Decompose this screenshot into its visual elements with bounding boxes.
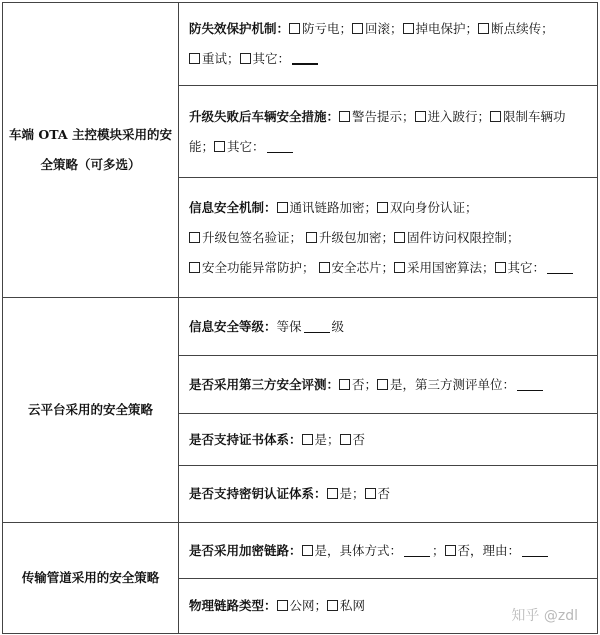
table-row bbox=[3, 523, 598, 579]
watermark: 知乎 @zdl bbox=[511, 608, 578, 624]
table-row bbox=[3, 3, 598, 86]
field-label: 是否采用第三方安全评测： bbox=[189, 376, 340, 392]
checkbox-option[interactable]: 警告提示； bbox=[339, 109, 415, 124]
checkbox-option[interactable]: 私网 bbox=[327, 598, 365, 613]
field-post-failure-measures bbox=[179, 86, 598, 178]
checkbox-option[interactable]: 重试； bbox=[189, 51, 240, 66]
checkbox-option[interactable]: 是，具体方式： bbox=[302, 543, 403, 558]
checkbox[interactable] bbox=[339, 379, 350, 390]
fill-blank[interactable] bbox=[267, 140, 293, 153]
checkbox-option[interactable]: 公网； bbox=[277, 598, 328, 613]
ota-security-form-table bbox=[2, 2, 598, 634]
checkbox-option[interactable]: 限制车辆功能； bbox=[189, 108, 566, 154]
field-third-party-eval bbox=[179, 356, 598, 414]
checkbox-option[interactable]: 断点续传； bbox=[478, 21, 554, 36]
checkbox-option[interactable]: 否 bbox=[365, 486, 391, 501]
checkbox[interactable] bbox=[214, 141, 225, 152]
checkbox[interactable] bbox=[327, 600, 338, 611]
section-title: 云平台采用的安全策略 bbox=[3, 298, 179, 523]
checkbox-option[interactable]: 是，第三方测评单位： bbox=[377, 377, 515, 392]
checkbox-option[interactable]: 其它： bbox=[495, 260, 546, 275]
checkbox[interactable] bbox=[240, 53, 251, 64]
checkbox[interactable] bbox=[302, 545, 313, 556]
fill-blank[interactable] bbox=[304, 320, 330, 333]
checkbox-option[interactable]: 回滚； bbox=[352, 21, 403, 36]
checkbox[interactable] bbox=[289, 23, 300, 34]
checkbox[interactable] bbox=[306, 232, 317, 243]
checkbox[interactable] bbox=[277, 202, 288, 213]
checkbox[interactable] bbox=[394, 232, 405, 243]
checkbox[interactable] bbox=[394, 262, 405, 273]
checkbox[interactable] bbox=[352, 23, 363, 34]
checkbox-option[interactable]: 否； bbox=[339, 377, 377, 392]
checkbox-option[interactable]: 否 bbox=[340, 432, 366, 447]
checkbox[interactable] bbox=[490, 111, 501, 122]
field-label: 信息安全等级： bbox=[189, 318, 277, 334]
checkbox[interactable] bbox=[495, 262, 506, 273]
checkbox[interactable] bbox=[339, 111, 350, 122]
field-fail-safe bbox=[179, 3, 598, 86]
level-prefix: 等保 bbox=[276, 318, 302, 334]
checkbox-option[interactable]: 其它： bbox=[214, 139, 265, 154]
section-title: 传输管道采用的安全策略 bbox=[3, 523, 179, 634]
checkbox[interactable] bbox=[377, 379, 388, 390]
field-label: 是否支持密钥认证体系： bbox=[189, 486, 327, 501]
field-key-auth-system bbox=[179, 466, 598, 523]
checkbox[interactable] bbox=[415, 111, 426, 122]
checkbox-option[interactable]: 升级包签名验证； bbox=[189, 230, 302, 245]
fill-blank[interactable] bbox=[517, 378, 543, 391]
field-label: 是否支持证书体系： bbox=[189, 431, 302, 447]
checkbox[interactable] bbox=[277, 600, 288, 611]
fill-blank[interactable] bbox=[404, 544, 430, 557]
section-title: 车端 OTA 主控模块采用的安全策略（可多选） bbox=[3, 3, 179, 298]
table-row bbox=[3, 298, 598, 356]
checkbox-option[interactable]: 掉电保护； bbox=[403, 21, 479, 36]
field-certificate-system bbox=[179, 414, 598, 466]
level-suffix: 级 bbox=[331, 318, 345, 334]
fill-blank[interactable] bbox=[292, 51, 318, 65]
checkbox-option[interactable]: 采用国密算法； bbox=[394, 260, 495, 275]
field-security-level bbox=[179, 298, 598, 356]
checkbox-option[interactable]: 是； bbox=[302, 432, 340, 447]
checkbox-option[interactable]: 双向身份认证； bbox=[377, 200, 478, 215]
checkbox-option[interactable]: 是； bbox=[327, 486, 365, 501]
checkbox[interactable] bbox=[302, 434, 313, 445]
checkbox[interactable] bbox=[403, 23, 414, 34]
fill-blank[interactable] bbox=[547, 261, 573, 274]
field-info-security bbox=[179, 178, 598, 298]
checkbox-option[interactable]: 安全功能异常防护； bbox=[189, 260, 315, 275]
field-label: 防失效保护机制： bbox=[189, 21, 290, 36]
field-encrypted-link bbox=[179, 523, 598, 579]
checkbox-option[interactable]: 安全芯片； bbox=[319, 260, 395, 275]
field-label: 升级失败后车辆安全措施： bbox=[189, 108, 340, 124]
field-label: 是否采用加密链路： bbox=[189, 542, 302, 558]
checkbox[interactable] bbox=[478, 23, 489, 34]
checkbox[interactable] bbox=[189, 53, 200, 64]
checkbox-option[interactable]: 固件访问权限控制； bbox=[394, 230, 520, 245]
checkbox[interactable] bbox=[377, 202, 388, 213]
checkbox[interactable] bbox=[445, 545, 456, 556]
checkbox-option[interactable]: 通讯链路加密； bbox=[277, 200, 378, 215]
separator: ； bbox=[432, 542, 445, 558]
checkbox-option[interactable]: 其它： bbox=[240, 51, 291, 66]
checkbox[interactable] bbox=[319, 262, 330, 273]
checkbox[interactable] bbox=[327, 488, 338, 499]
checkbox-option[interactable]: 升级包加密； bbox=[306, 230, 394, 245]
checkbox-option[interactable]: 防亏电； bbox=[289, 21, 352, 36]
checkbox[interactable] bbox=[365, 488, 376, 499]
checkbox[interactable] bbox=[189, 262, 200, 273]
checkbox-option[interactable]: 进入跛行； bbox=[415, 109, 491, 124]
fill-blank[interactable] bbox=[522, 544, 548, 557]
checkbox[interactable] bbox=[189, 232, 200, 243]
field-label: 信息安全机制： bbox=[189, 199, 277, 215]
checkbox[interactable] bbox=[340, 434, 351, 445]
checkbox-option[interactable]: 否，理由： bbox=[445, 543, 521, 558]
field-label: 物理链路类型： bbox=[189, 598, 277, 613]
